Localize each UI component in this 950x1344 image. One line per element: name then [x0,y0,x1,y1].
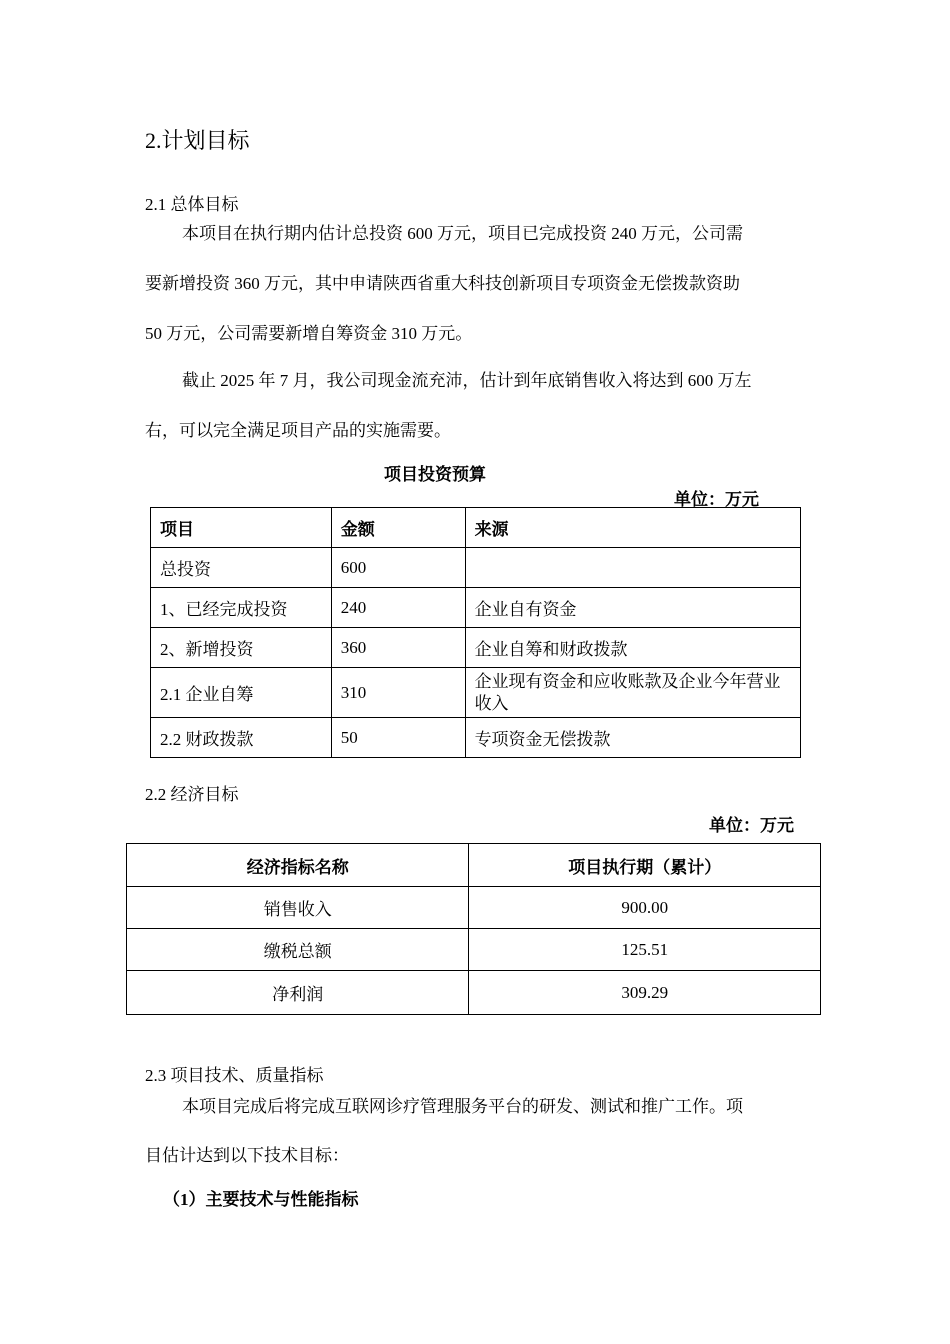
paragraph-line: 本项目在执行期内估计总投资 600 万元，项目已完成投资 240 万元，公司需 [182,224,743,243]
investment-budget-table [150,507,801,758]
paragraph-line: 50 万元，公司需要新增自筹资金 310 万元。 [145,324,473,343]
table-cell: 600 [331,548,465,588]
table-title: 项目投资预算 [384,465,486,484]
header-cell: 项目执行期（累计） [469,844,821,887]
paragraph-line: 本项目完成后将完成互联网诊疗管理服务平台的研发、测试和推广工作。项 [182,1097,743,1116]
table-row [127,887,821,929]
table-cell: 2、新增投资 [151,628,332,668]
table-cell: 企业现有资金和应收账款及企业今年营业收入 [465,668,800,718]
table-cell: 309.29 [469,971,821,1015]
table-cell: 2.1 企业自筹 [151,668,332,718]
table-cell: 缴税总额 [127,929,469,971]
section-title: 2.计划目标 [145,128,250,153]
table-cell: 企业自筹和财政拨款 [465,628,800,668]
table-row [151,548,801,588]
heading-2-2: 2.2 经济目标 [145,785,239,804]
table-row [151,718,801,758]
table-cell: 总投资 [151,548,332,588]
table-cell: 企业自有资金 [465,588,800,628]
table-row [151,628,801,668]
header-cell: 金额 [331,508,465,548]
sub-heading: （1）主要技术与性能指标 [163,1190,359,1209]
table-cell: 240 [331,588,465,628]
paragraph-line: 截止 2025 年 7 月，我公司现金流充沛，估计到年底销售收入将达到 600 万左 [182,371,752,390]
table-cell: 125.51 [469,929,821,971]
table-cell: 360 [331,628,465,668]
paragraph-line: 目估计达到以下技术目标： [145,1146,349,1165]
table-cell: 50 [331,718,465,758]
paragraph-line: 要新增投资 360 万元，其中申请陕西省重大科技创新项目专项资金无偿拨款资助 [145,274,740,293]
header-cell: 项目 [151,508,332,548]
table-row [151,588,801,628]
table-row [151,668,801,718]
table-cell [465,548,800,588]
header-cell: 经济指标名称 [127,844,469,887]
table-cell: 1、已经完成投资 [151,588,332,628]
paragraph-line: 右，可以完全满足项目产品的实施需要。 [145,421,451,440]
unit-label: 单位：万元 [674,490,759,509]
table-cell: 净利润 [127,971,469,1015]
header-cell: 来源 [465,508,800,548]
table-cell: 310 [331,668,465,718]
table-header-row [127,844,821,887]
heading-2-3: 2.3 项目技术、质量指标 [145,1066,324,1085]
unit-label: 单位：万元 [709,816,794,835]
table-cell: 2.2 财政拨款 [151,718,332,758]
table-header-row [151,508,801,548]
table-cell: 专项资金无偿拨款 [465,718,800,758]
table-cell: 销售收入 [127,887,469,929]
economic-targets-table [126,843,821,1015]
table-cell: 900.00 [469,887,821,929]
table-row [127,971,821,1015]
heading-2-1: 2.1 总体目标 [145,195,239,214]
table-row [127,929,821,971]
